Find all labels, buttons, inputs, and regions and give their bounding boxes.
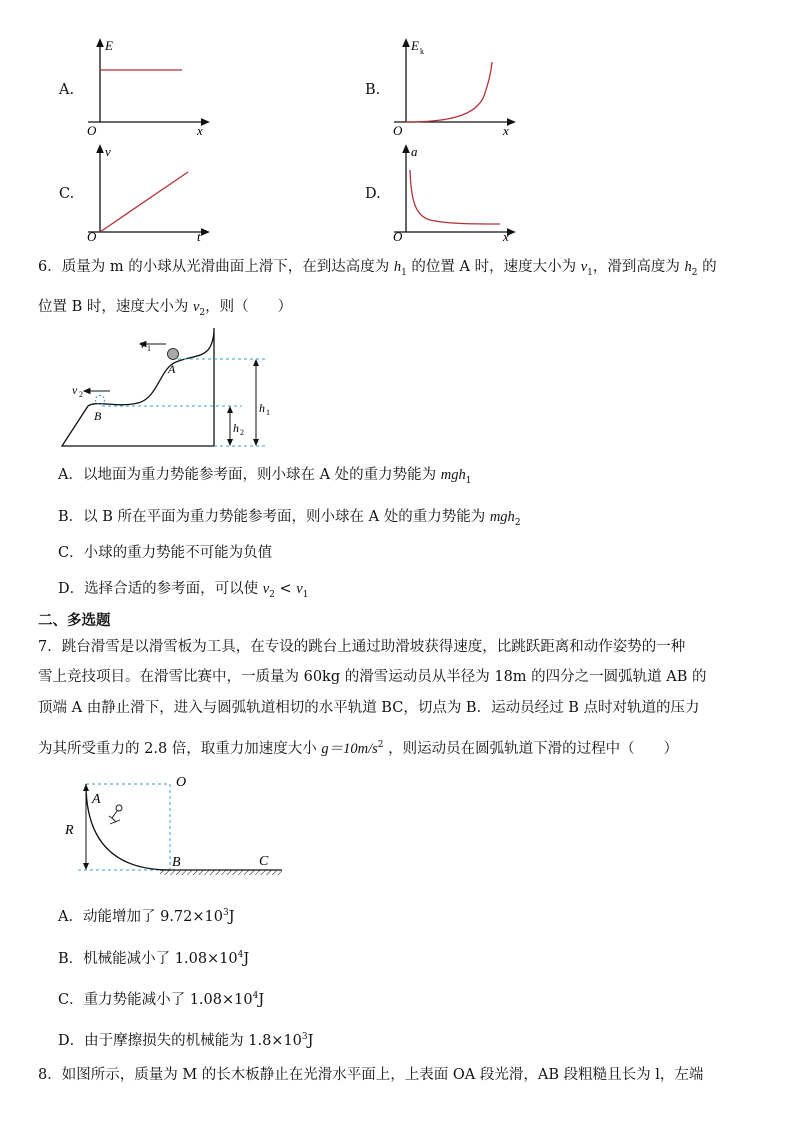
label-v2: v (72, 383, 78, 397)
question-7-line-1: 7．跳台滑雪是以滑雪板为工具，在专设的跳台上通过助滑坡获得速度，比跳跃距离和动作姿势的一种 (38, 639, 686, 655)
graph-d-x-label: x (503, 229, 509, 244)
label-v1: v (140, 337, 146, 351)
svg-text:1: 1 (266, 408, 270, 417)
ball-a (168, 349, 179, 360)
label-h2: h (233, 421, 239, 435)
question-6-line-2: 位置 B 时，速度大小为 $v_2$，则（ ） (38, 299, 293, 318)
question-8-line-1: 8．如图所示，质量为 M 的长木板静止在光滑水平面上，上表面 OA 段光滑，AB 段粗糙且长为 l，左端 (38, 1067, 704, 1083)
graph-a-origin: O (87, 123, 97, 138)
graph-c-line (100, 172, 188, 232)
graph-d-origin: O (393, 229, 403, 244)
question-7-option-d[interactable]: D．由于摩擦损失的机械能为 $1.8\times 10^3J$ (58, 1032, 314, 1049)
question-7-line-4: 为其所受重力的 2.8 倍，取重力加速度大小 $g=10m/s^2$ ，则运动员在圆弧轨道下滑的过程中（ ） (38, 740, 679, 757)
graph-b (388, 36, 518, 141)
question-7-line-2: 雪上竞技项目。在滑雪比赛中，一质量为 60kg 的滑雪运动员从半径为 18m 的四分之一圆弧轨道 AB 的 (38, 669, 707, 685)
label-b7: B (172, 855, 181, 870)
graph-b-curve (406, 62, 492, 122)
label-a: A (168, 362, 176, 376)
graph-b-origin: O (393, 123, 403, 138)
question-7-option-c[interactable]: C．重力势能减小了 $1.08\times 10^4J$ (58, 991, 265, 1008)
graph-a (82, 36, 212, 141)
svg-text:2: 2 (240, 428, 244, 437)
graph-d-y-label: a (411, 144, 418, 159)
question-6-option-b[interactable]: B．以 B 所在平面为重力势能参考面，则小球在 A 处的重力势能为 mgh$_2$ (58, 509, 521, 528)
graph-d-curve (410, 170, 500, 224)
option-b-label: B. (365, 82, 381, 98)
svg-text:2: 2 (79, 390, 83, 399)
label-h1: h (259, 401, 265, 415)
graph-c-y-label: v (105, 144, 111, 159)
graph-d (388, 142, 518, 247)
graph-c-origin: O (87, 229, 97, 244)
graph-a-x-label: x (197, 123, 203, 138)
question-6-option-a[interactable]: A．以地面为重力势能参考面，则小球在 A 处的重力势能为 mgh$_1$ (58, 467, 472, 486)
label-r: R (65, 823, 74, 838)
question-6-line-1: 6．质量为 m 的小球从光滑曲面上滑下，在到达高度为 $h_1$ 的位置 A 时，速度大小为 $v_1$，滑到高度为 $h_2$ 的 (38, 259, 717, 278)
graph-c (82, 142, 212, 247)
question-7-line-3: 顶端 A 由静止滑下，进入与圆弧轨道相切的水平轨道 BC，切点为 B．运动员经过 B 点时对轨道的压力 (38, 700, 700, 716)
question-6-option-c[interactable]: C．小球的重力势能不可能为负值 (58, 545, 273, 561)
skier (109, 805, 122, 824)
option-a-label: A. (59, 82, 75, 98)
graph-b-y-label: E (411, 38, 419, 53)
question-6-option-d[interactable]: D．选择合适的参考面，可以使 $v_2 < v_1$ (58, 581, 309, 600)
slope-surface (62, 328, 214, 446)
option-c-label: C. (59, 186, 75, 202)
label-a7: A (92, 792, 101, 807)
question-7-figure (60, 770, 290, 880)
question-7-option-b[interactable]: B．机械能减小了 $1.08\times 10^4J$ (58, 950, 250, 967)
svg-text:1: 1 (147, 344, 151, 353)
graph-a-y-label: E (105, 38, 113, 53)
label-b: B (94, 409, 102, 423)
option-d-label: D. (365, 186, 381, 202)
label-o: O (176, 775, 187, 790)
graph-b-y-sub: k (420, 47, 424, 56)
question-6-figure (58, 328, 288, 453)
question-7-option-a[interactable]: A．动能增加了 $9.72\times 10^3J$ (58, 908, 235, 925)
label-c: C (259, 854, 269, 869)
section-heading: 二、多选题 (38, 612, 111, 629)
graph-c-x-label: t (197, 229, 201, 244)
graph-b-x-label: x (503, 123, 509, 138)
